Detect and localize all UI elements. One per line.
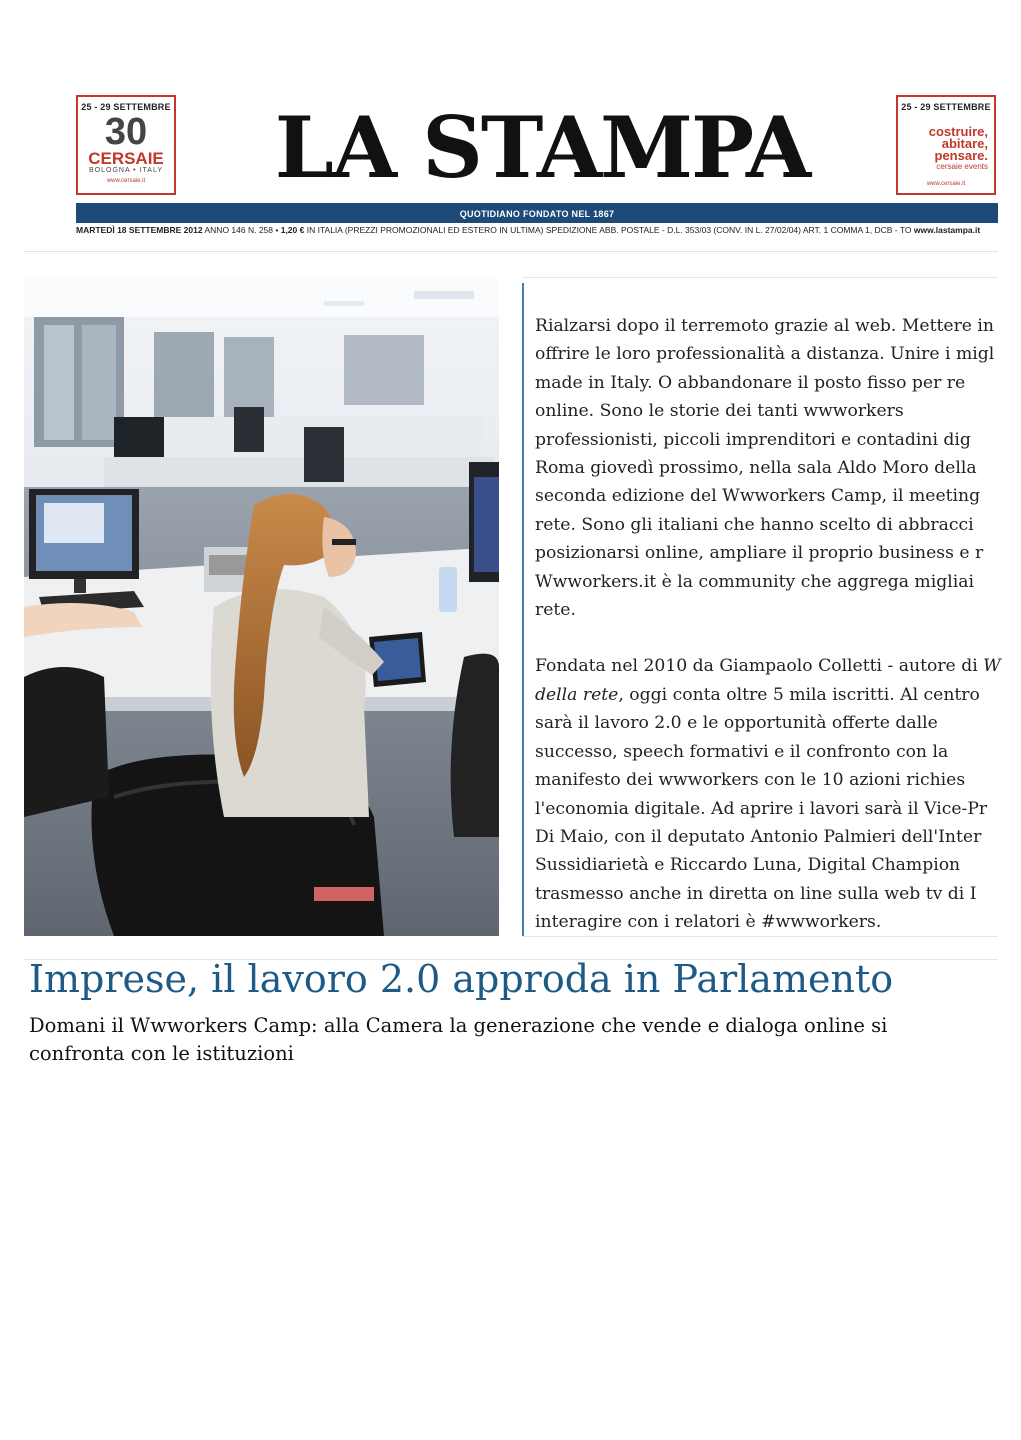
article-line: online. Sono le storie dei tanti wwworkers (535, 401, 904, 422)
ad-right-slogan-3: pensare. (934, 148, 988, 163)
article-line: professionisti, piccoli imprenditori e contadini dig (535, 429, 971, 450)
office-photo-illustration (24, 277, 499, 936)
ad-left-dates: 25 - 29 SETTEMBRE (81, 102, 171, 112)
cersaie-ad-right[interactable] (896, 95, 996, 195)
masthead (76, 95, 998, 245)
dateline-date: MARTEDÌ 18 SETTEMBRE 2012 (76, 225, 203, 235)
masthead-divider (24, 251, 998, 252)
ad-right-slogan-2: abitare, (941, 136, 988, 151)
dateline-rest: IN ITALIA (PREZZI PROMOZIONALI ED ESTERO IN ULTIMA) SPEDIZIONE ABB. POSTALE - D.L. 353/03 (CONV. IN L. 27/02/04) ART. 1 COMMA 1, DCB - TO (306, 225, 912, 235)
article-line: Sussidiarietà e Riccardo Luna, Digital Champion (535, 855, 961, 876)
founded-bar: QUOTIDIANO FONDATO NEL 1867 (76, 203, 998, 223)
dateline (76, 225, 998, 235)
dateline-info: ANNO 146 N. 258 • (204, 225, 279, 235)
cersaie-ad-left[interactable] (76, 95, 176, 195)
article-subheadline: Domani il Wwworkers Camp: alla Camera la generazione che vende e dialoga online si confronta con le istituzioni (29, 1014, 888, 1065)
article-line: Di Maio, con il deputato Antonio Palmieri dell'Inter (535, 826, 982, 847)
article-line: successo, speech formativi e il confronto con la (535, 741, 949, 762)
dateline-price: 1,20 € (280, 225, 305, 235)
article-line: l'economia digitale. Ad aprire i lavori sarà il Vice-Pr (535, 798, 988, 819)
article-line: Wwworkers.it è la community che aggrega migliai (535, 571, 974, 592)
article-line (535, 652, 1001, 680)
article-line: Roma giovedì prossimo, nella sala Aldo Moro della (535, 458, 977, 479)
article-line: Rialzarsi dopo il terremoto grazie al web. Mettere in (535, 316, 994, 336)
article-column-rule (522, 283, 524, 936)
ad-right-url: www.cersaie.it (926, 181, 966, 187)
article-line: interagire con i relatori è #wwworkers. (535, 912, 882, 933)
article-body (535, 312, 1001, 938)
dateline-url[interactable]: www.lastampa.it (913, 225, 981, 235)
article-column-top-rule (522, 277, 998, 278)
article-line: rete. (535, 600, 576, 621)
ad-right-events: cersaie events (936, 162, 988, 171)
article-headline: Imprese, il lavoro 2.0 approda in Parlamento (29, 957, 894, 1001)
ad-left-brand: CERSAIE (88, 149, 164, 168)
ad-left-city: BOLOGNA • ITALY (89, 167, 163, 174)
article-line: made in Italy. O abbandonare il posto fisso per re (535, 372, 966, 393)
article-text: , oggi conta oltre 5 mila iscritti. Al centro (618, 684, 980, 705)
article-line: posizionarsi online, ampliare il proprio business e r (535, 543, 984, 564)
book-title-italic: W (983, 656, 1001, 677)
article-line: seconda edizione del Wwworkers Camp, il meeting (535, 486, 981, 507)
article-line: trasmesso anche in diretta on line sulla web tv di I (535, 883, 977, 904)
ad-left-number: 30 (104, 111, 148, 153)
newspaper-logo: LA STAMPA (274, 98, 810, 197)
article-line: offrire le loro professionalità a distanza. Unire i migl (535, 344, 995, 365)
office-photo (24, 277, 499, 936)
article-line: manifesto dei wwworkers con le 10 azioni richies (535, 770, 966, 791)
article-line (535, 681, 998, 709)
article-line: rete. Sono gli italiani che hanno scelto di abbracci (535, 514, 974, 535)
paragraph-gap (535, 624, 998, 652)
article-text: Fondata nel 2010 da Giampaolo Colletti - autore di (535, 656, 984, 677)
article-line: sarà il lavoro 2.0 e le opportunità offerte dalle (535, 713, 938, 734)
ad-left-url: www.cersaie.it (106, 178, 146, 184)
ad-right-slogan-1: costruire, (928, 124, 988, 139)
book-title-italic: della rete (535, 684, 619, 705)
ad-right-dates: 25 - 29 SETTEMBRE (901, 102, 991, 112)
ad-right-slogan (898, 126, 994, 162)
